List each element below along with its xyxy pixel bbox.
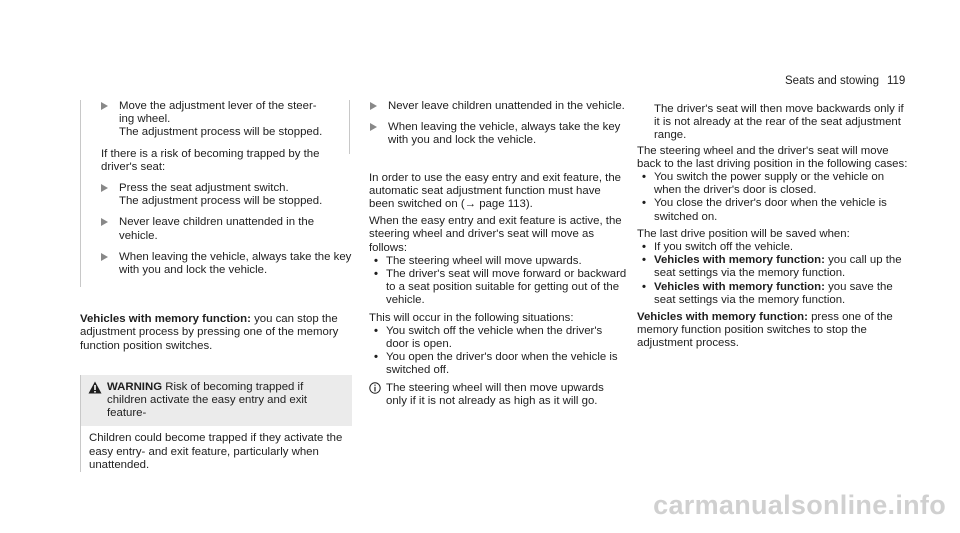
bullet-item <box>369 268 627 308</box>
reference-arrow-icon: → <box>464 198 477 211</box>
step-text: Never leave children unattended in the vehicle. <box>119 216 315 242</box>
warning-header <box>81 375 352 427</box>
info-icon <box>369 382 381 398</box>
final-paragraph <box>637 311 912 351</box>
step-item <box>370 121 627 147</box>
bullet-icon: • <box>374 254 378 267</box>
intro-end: ). <box>525 198 533 211</box>
play-arrow-icon <box>101 218 108 226</box>
memory-function-paragraph <box>80 313 352 353</box>
bullet-icon: • <box>642 280 646 293</box>
bullet-item <box>637 254 912 280</box>
bullet-icon: • <box>374 268 378 281</box>
step-text: When leaving the vehicle, always take the key with you and lock the vehicle. <box>119 250 352 277</box>
bullet-item <box>637 171 912 197</box>
step-text: When leaving the vehicle, always take the key with you and lock the vehicle. <box>388 121 621 147</box>
watermark: carmanualsonline.info <box>653 490 946 520</box>
final-text: press one of the memory function position switches to stop the adjustment process. <box>637 311 893 350</box>
bullet-item <box>369 255 627 268</box>
instruction-box-1 <box>80 100 352 287</box>
condition-text: If there is a risk of becoming trapped by the driver's seat: <box>101 147 320 173</box>
warning-header-text: Risk of becoming trapped if children activate the easy entry and exit feature- <box>107 380 308 420</box>
column-2 <box>349 100 627 408</box>
step-result: The adjustment process will be stopped. <box>119 195 323 208</box>
step-result: The adjustment process will be stopped. <box>119 126 323 139</box>
bullet-item <box>369 325 627 351</box>
bullet-icon: • <box>642 254 646 267</box>
bullet-item <box>369 351 627 377</box>
bullet-item <box>637 241 912 254</box>
bullet-item <box>637 281 912 307</box>
memory-function-label: Vehicles with memory function: <box>637 311 808 324</box>
section-title: Seats and stowing <box>785 75 879 87</box>
bullet-text: If you switch off the vehicle. <box>654 241 794 254</box>
step-item <box>101 100 352 140</box>
step-text: Press the seat adjustment switch. <box>119 182 289 195</box>
bullet-icon: • <box>642 171 646 184</box>
intro-paragraph <box>369 172 627 212</box>
continued-text: The driver's seat will then move backwards only if it is not already at the rear of the seat adjustment range. <box>654 103 904 142</box>
column-3 <box>637 103 912 351</box>
memory-function-label: Vehicles with memory function: <box>80 313 251 326</box>
saved-intro: The last drive position will be saved when: <box>637 227 850 240</box>
bullet-text: You switch the power supply or the vehicle on when the driver's door is closed. <box>654 171 885 197</box>
memory-function-label: Vehicles with memory function: <box>654 280 825 293</box>
situations-intro: This will occur in the following situations: <box>369 311 574 324</box>
note-item <box>369 382 627 408</box>
memory-function-text: you save the seat settings via the memory function. <box>654 280 893 306</box>
bullet-text <box>654 281 912 307</box>
bullet-text: The driver's seat will move forward or backward to a seat position suitable for getting out of the vehicle. <box>386 268 627 307</box>
bullet-icon: • <box>374 324 378 337</box>
bullet-text: You close the driver's door when the vehicle is switched on. <box>654 197 887 223</box>
warning-triangle-icon <box>88 381 102 398</box>
memory-function-label: Vehicles with memory function: <box>654 254 825 267</box>
step-item <box>101 251 352 277</box>
page-number: 119 <box>886 75 906 87</box>
bullet-text: You switch off the vehicle when the driver's door is open. <box>386 324 603 351</box>
bullet-text: You open the driver's door when the vehicle is switched off. <box>386 351 618 377</box>
step-text: Never leave children unattended in the vehicle. <box>388 100 625 112</box>
intro-text: In order to use the easy entry and exit feature, the automatic seat adjustment function must have been switched on ( <box>369 171 622 211</box>
bullet-text: The steering wheel will move upwards. <box>386 254 582 267</box>
note-text: The steering wheel will then move upwards only if it is not already as high as it will go. <box>386 381 604 407</box>
play-arrow-icon <box>370 102 377 110</box>
step-text: ing wheel. <box>119 113 171 126</box>
warning-box <box>80 375 352 472</box>
step-item <box>101 216 352 242</box>
memory-function-text: you can stop the adjustment process by pressing one of the memory function position switches. <box>80 313 339 352</box>
play-arrow-icon <box>101 102 108 110</box>
warning-body: Children could become trapped if they activate the easy entry- and exit feature, particularly when unattended. <box>89 432 343 471</box>
bullet-item <box>637 197 912 223</box>
page-header <box>785 75 905 87</box>
play-arrow-icon <box>101 184 108 192</box>
page-reference-link[interactable]: page 113 <box>479 198 526 211</box>
bullet-icon: • <box>642 197 646 210</box>
step-item <box>101 182 352 208</box>
bullet-icon: • <box>374 351 378 364</box>
step-text: Move the adjustment lever of the steer- <box>119 100 317 112</box>
step-item <box>370 100 627 113</box>
bullet-icon: • <box>642 241 646 254</box>
column-2-body <box>349 172 627 408</box>
play-arrow-icon <box>370 123 377 131</box>
column-1 <box>80 100 352 472</box>
bullet-text <box>654 254 912 280</box>
memory-function-text: you call up the seat settings via the memory function. <box>654 254 902 280</box>
warning-label: WARNING <box>107 380 163 393</box>
play-arrow-icon <box>101 253 108 261</box>
back-text: The steering wheel and the driver's seat will move back to the last driving position in the following cases: <box>637 144 908 170</box>
active-paragraph: When the easy entry and exit feature is active, the steering wheel and driver's seat will move as follows: <box>369 215 622 254</box>
instruction-box-2 <box>349 100 627 154</box>
